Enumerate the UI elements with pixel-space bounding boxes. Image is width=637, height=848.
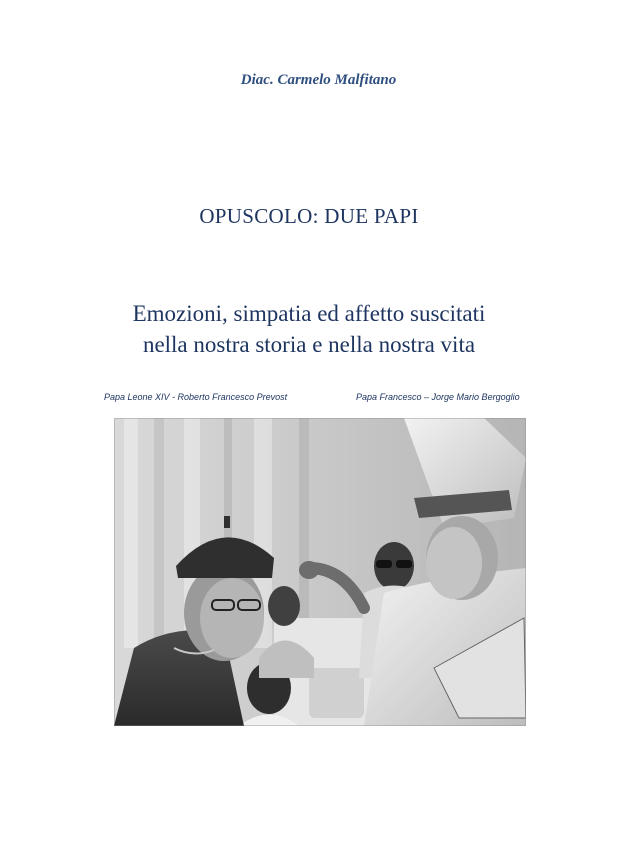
caption-right: Papa Francesco – Jorge Mario Bergoglio: [356, 392, 520, 402]
document-subtitle: [0, 298, 618, 360]
photo-illustration: [114, 418, 526, 726]
photo-two-popes: [114, 418, 526, 726]
subtitle-line-1: Emozioni, simpatia ed affetto suscitati: [132, 301, 486, 326]
subtitle-line-2: nella nostra storia e nella nostra vita: [142, 332, 476, 357]
author-name: Diac. Carmelo Malfitano: [240, 72, 397, 88]
chalice-area: [309, 668, 364, 718]
caption-left: Papa Leone XIV - Roberto Francesco Prevost: [104, 392, 288, 402]
document-title: OPUSCOLO: DUE PAPI: [199, 204, 419, 228]
